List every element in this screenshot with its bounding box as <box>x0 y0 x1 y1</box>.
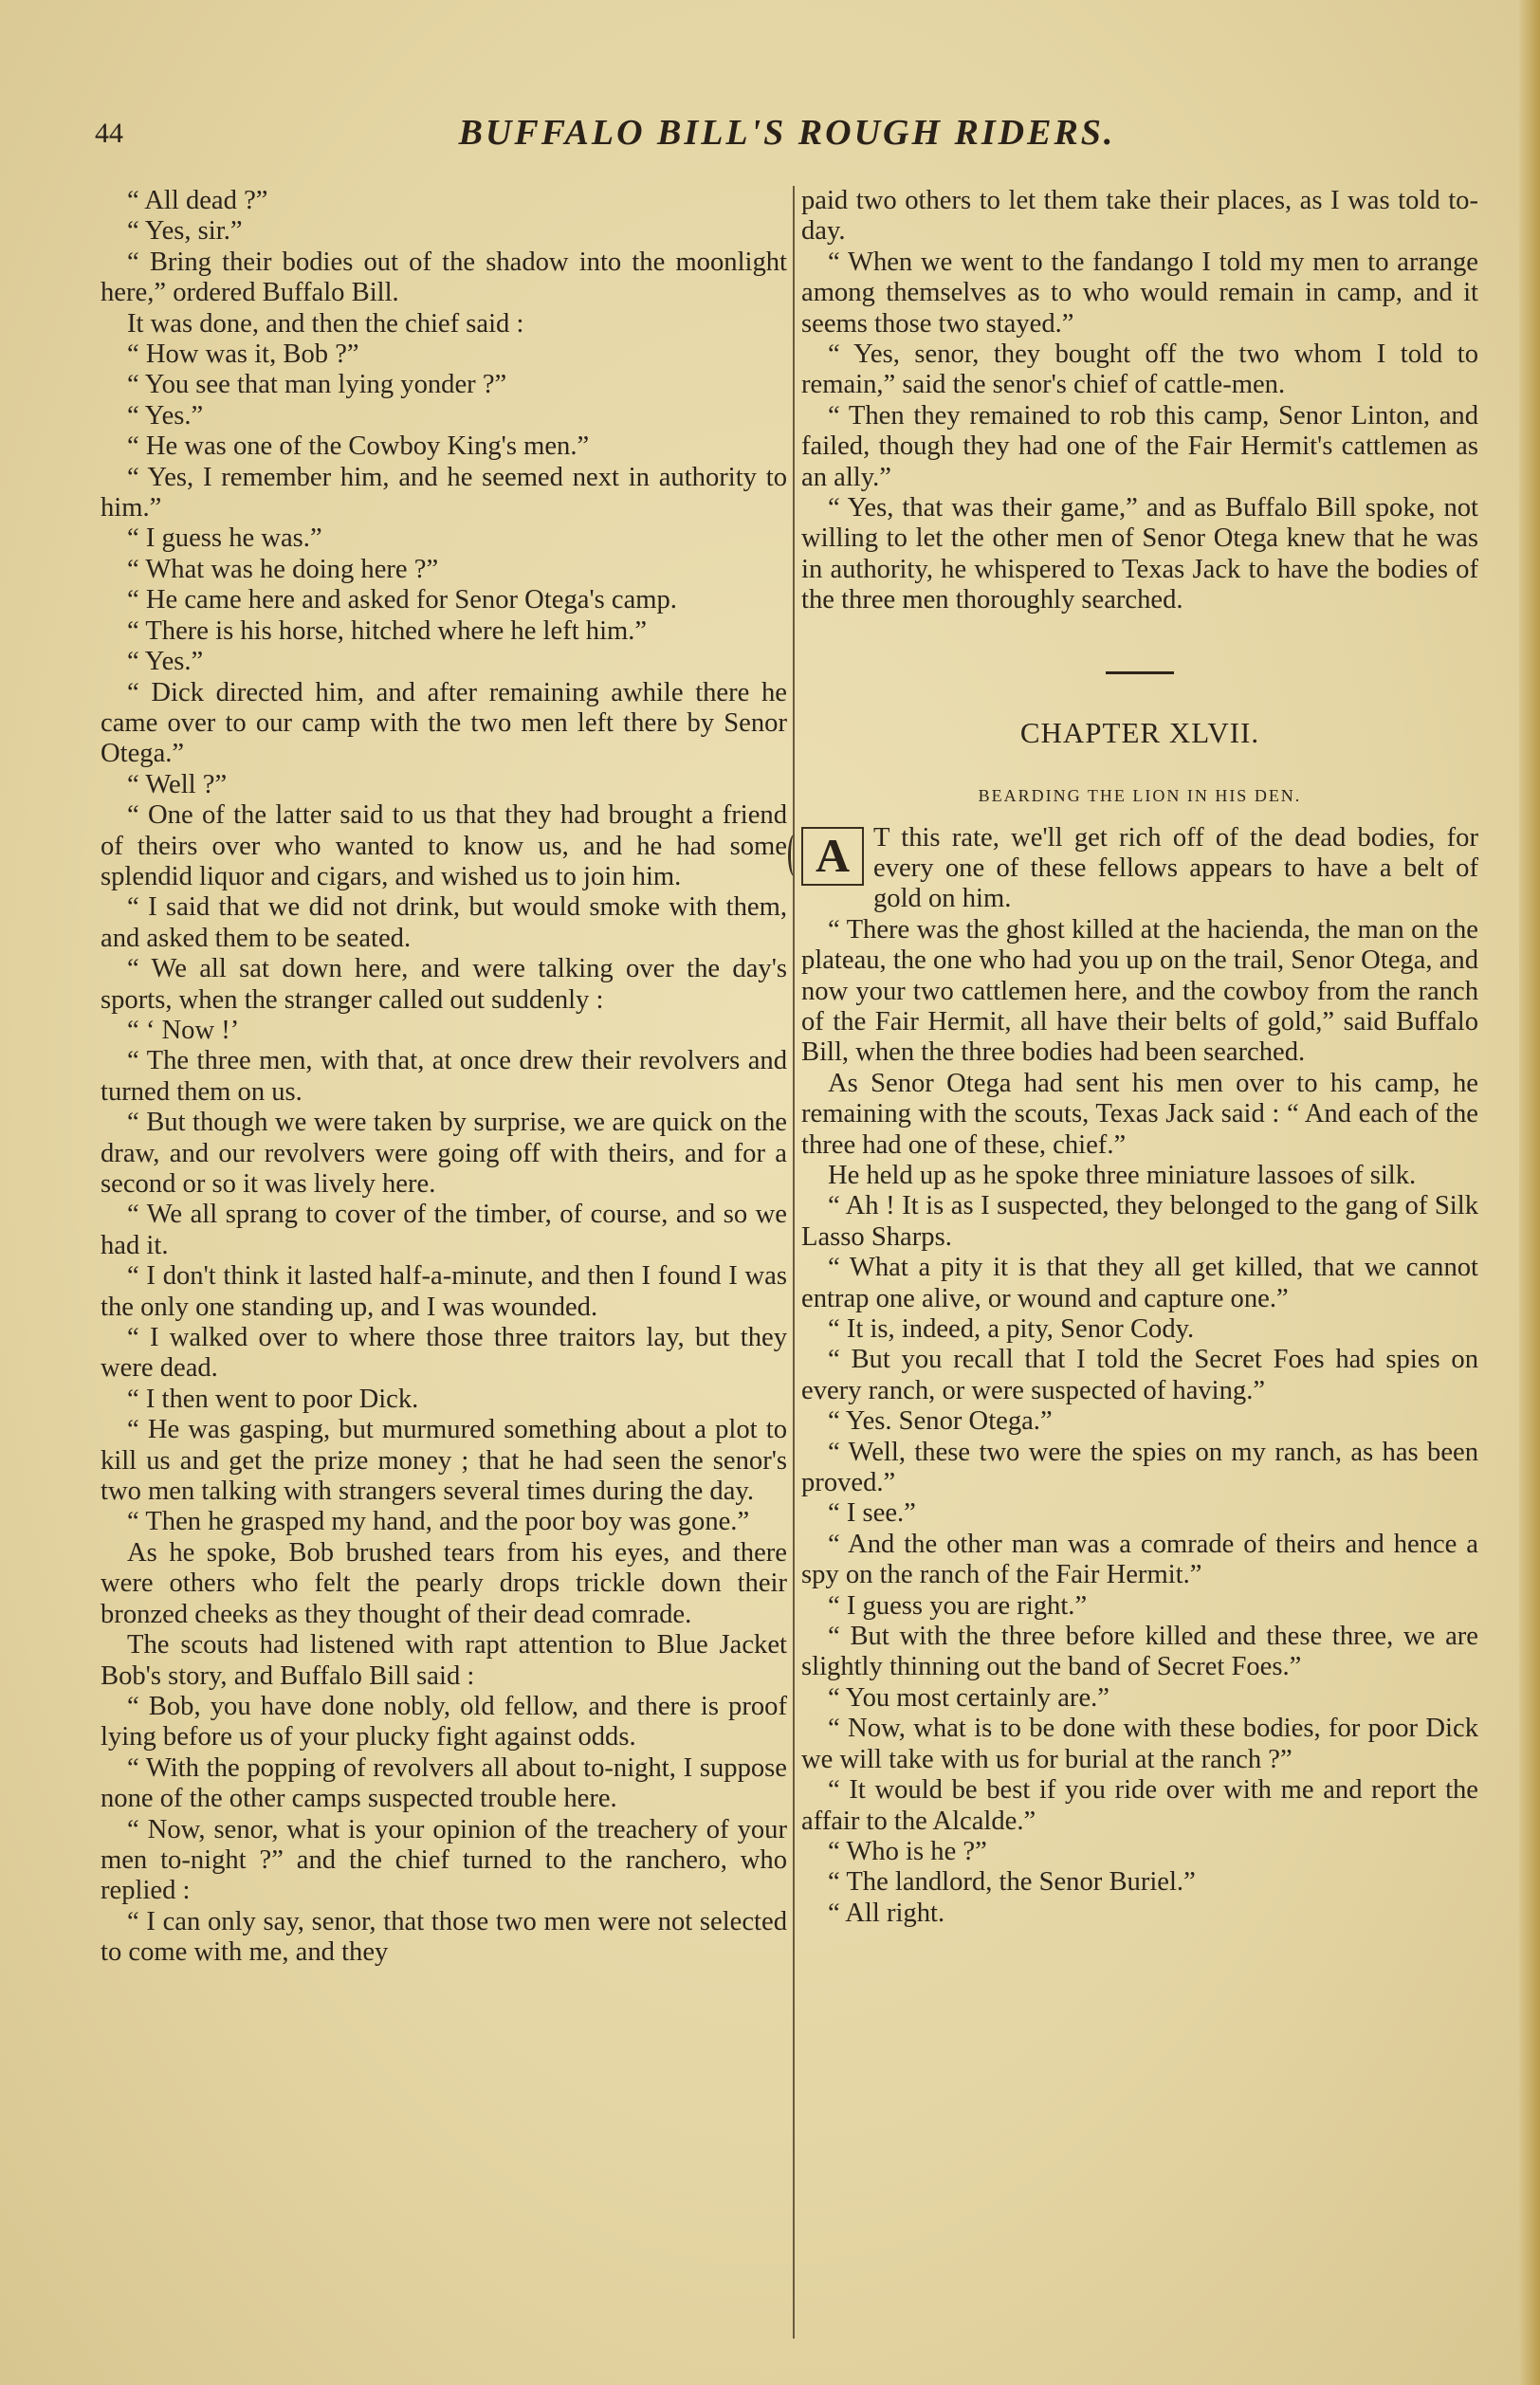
paragraph: “ Yes.” <box>127 647 204 677</box>
paragraph: “ Bob, you have done nobly, old fellow, and there is proof lying before us of your plucky fight against odds. <box>101 1691 787 1752</box>
paragraph: “ Then he grasped my hand, and the poor boy was gone.” <box>127 1507 750 1537</box>
paragraph: “ Yes, sir.” <box>127 216 243 247</box>
paragraph: “ Bring their bodies out of the shadow into the moonlight here,” ordered Buffalo Bill. <box>101 247 787 308</box>
paragraph: “ The landlord, the Senor Buriel.” <box>828 1867 1196 1898</box>
paragraph: “ We all sprang to cover of the timber, of course, and so we had it. <box>101 1200 787 1260</box>
opening-text: T this rate, we'll get rich off of the dead bodies, for every one of these fellows appears to have a belt of gold on him. <box>873 822 1478 914</box>
drop-cap: A <box>801 827 864 886</box>
paragraph: “ You see that man lying yonder ?” <box>127 370 507 400</box>
paragraph: “ But with the three before killed and these three, we are slightly thinning out the band of Secret Foes.” <box>801 1622 1478 1682</box>
chapter-subtitle: BEARDING THE LION IN HIS DEN. <box>978 786 1302 806</box>
paragraph: “ I guess you are right.” <box>828 1590 1088 1621</box>
section-rule <box>1106 671 1174 674</box>
column-divider <box>793 186 795 2339</box>
paragraph: “ Dick directed him, and after remaining awhile there he came over to our camp with the two men left there by Senor Otega.” <box>101 677 787 769</box>
paragraph: “ What was he doing here ?” <box>127 554 439 584</box>
paragraph: “ Yes, senor, they bought off the two whom I told to remain,” said the senor's chief of cattle-men. <box>801 339 1478 400</box>
paragraph: “ I then went to poor Dick. <box>127 1384 419 1414</box>
paragraph: “ We all sat down here, and were talking over the day's sports, when the stranger called out suddenly : <box>101 954 787 1015</box>
paragraph: “ Then they remained to rob this camp, Senor Linton, and failed, though they had one of the Fair Hermit's cattlemen as an ally.” <box>801 400 1478 492</box>
paragraph: “ How was it, Bob ?” <box>127 339 359 370</box>
chapter-title: CHAPTER XLVII. <box>1019 715 1260 749</box>
chapter-opening-paragraph <box>801 823 1478 915</box>
paragraph: “ It is, indeed, a pity, Senor Cody. <box>828 1314 1195 1344</box>
paragraph: “ ‘ Now !’ <box>127 1015 240 1045</box>
paragraph: “ Well ?” <box>127 769 228 799</box>
right-column-bottom <box>801 915 1478 1929</box>
paragraph: “ And the other man was a comrade of theirs and hence a spy on the ranch of the Fair Hermit.” <box>801 1529 1478 1590</box>
paragraph: “ I see.” <box>828 1498 916 1529</box>
paragraph: “ I said that we did not drink, but would smoke with them, and asked them to be seated. <box>101 892 787 953</box>
paragraph: “ Ah ! It is as I suspected, they belonged to the gang of Silk Lasso Sharps. <box>801 1191 1478 1252</box>
page-edge <box>1519 0 1540 2385</box>
paragraph: It was done, and then the chief said : <box>127 308 524 339</box>
paragraph: “ There was the ghost killed at the hacienda, the man on the plateau, the one who had you up on the trail, Senor Otega, and now your two cattlemen here, and the cowboy from the ranch of the Fair Hermit, all have their belts of gold,” said Buffalo Bill, when the three bodies had been searched. <box>801 914 1478 1068</box>
paragraph: paid two others to let them take their places, as I was told to-day. <box>801 186 1478 247</box>
paragraph: “ He came here and asked for Senor Otega's camp. <box>127 585 677 615</box>
paragraph: “ Now, senor, what is your opinion of the treachery of your men to-night ?” and the chief turned to the ranchero, who replied : <box>101 1814 787 1906</box>
paragraph: “ But though we were taken by surprise, we are quick on the draw, and our revolvers were going off with theirs, and for a second or so it was lively here. <box>101 1108 787 1199</box>
paragraph: “ Yes. Senor Otega.” <box>828 1406 1053 1437</box>
paragraph: As Senor Otega had sent his men over to his camp, he remaining with the scouts, Texas Jack said : “ And each of the three had one of these, chief.” <box>801 1068 1478 1160</box>
paragraph: “ He was gasping, but murmured something about a plot to kill us and get the prize money ; that he had seen the senor's two men talking with strangers several times during the day. <box>101 1415 787 1507</box>
paragraph: He held up as he spoke three miniature lassoes of silk. <box>828 1160 1417 1190</box>
paragraph: As he spoke, Bob brushed tears from his eyes, and there were others who felt the pearly drops trickle down their bronzed cheeks as they thought of their dead comrade. <box>101 1537 787 1629</box>
paragraph: “ When we went to the fandango I told my men to arrange among themselves as to who would remain in camp, and it seems those two stayed.” <box>801 247 1478 339</box>
paragraph: “ All right. <box>828 1898 945 1928</box>
paragraph: “ Yes, I remember him, and he seemed next in authority to him.” <box>101 462 787 523</box>
paragraph: “ He was one of the Cowboy King's men.” <box>127 431 590 462</box>
page-header <box>95 112 1479 159</box>
paragraph: “ It would be best if you ride over with me and report the affair to the Alcalde.” <box>801 1775 1478 1836</box>
paragraph: “ Well, these two were the spies on my ranch, as has been proved.” <box>801 1437 1478 1498</box>
paragraph: “ Yes, that was their game,” and as Buffalo Bill spoke, not willing to let the other men of Senor Otega knew that he was in authority, he whispered to Texas Jack to have the bodies of the three men thoroughly searched. <box>801 493 1478 615</box>
paragraph: “ One of the latter said to us that they had brought a friend of theirs over who wanted to know us, and he had some splendid liquor and cigars, and wished us to join him. <box>101 800 787 891</box>
paragraph: “ But you recall that I told the Secret Foes had spies on every ranch, or were suspected of having.” <box>801 1345 1478 1405</box>
paragraph: “ All dead ?” <box>127 186 268 215</box>
paragraph: “ You most certainly are.” <box>828 1682 1109 1713</box>
paragraph: “ What a pity it is that they all get killed, that we cannot entrap one alive, or wound and capture one.” <box>801 1253 1478 1313</box>
paragraph: “ The three men, with that, at once drew their revolvers and turned them on us. <box>101 1046 787 1107</box>
paragraph: “ There is his horse, hitched where he left him.” <box>127 615 648 646</box>
paragraph: “ With the popping of revolvers all about to-night, I suppose none of the other camps suspected trouble here. <box>101 1752 787 1814</box>
paragraph: The scouts had listened with rapt attention to Blue Jacket Bob's story, and Buffalo Bill said : <box>101 1630 787 1691</box>
page-number: 44 <box>95 118 123 149</box>
paragraph: “ Yes.” <box>127 400 204 431</box>
paragraph: “ Who is he ?” <box>828 1836 987 1866</box>
left-column <box>101 186 787 1969</box>
paragraph: “ I can only say, senor, that those two men were not selected to come with me, and they <box>101 1906 787 1968</box>
paragraph: “ I don't think it lasted half-a-minute, and then I found I was the only one standing up, and I was wounded. <box>101 1261 787 1322</box>
paragraph: “ Now, what is to be done with these bodies, for poor Dick we will take with us for burial at the ranch ?” <box>801 1714 1478 1774</box>
running-title: BUFFALO BILL'S ROUGH RIDERS. <box>458 113 1116 153</box>
paragraph: “ I guess he was.” <box>127 523 322 554</box>
right-column-top <box>801 186 1478 616</box>
right-column <box>801 186 1478 1929</box>
paragraph: “ I walked over to where those three traitors lay, but they were dead. <box>101 1323 787 1384</box>
